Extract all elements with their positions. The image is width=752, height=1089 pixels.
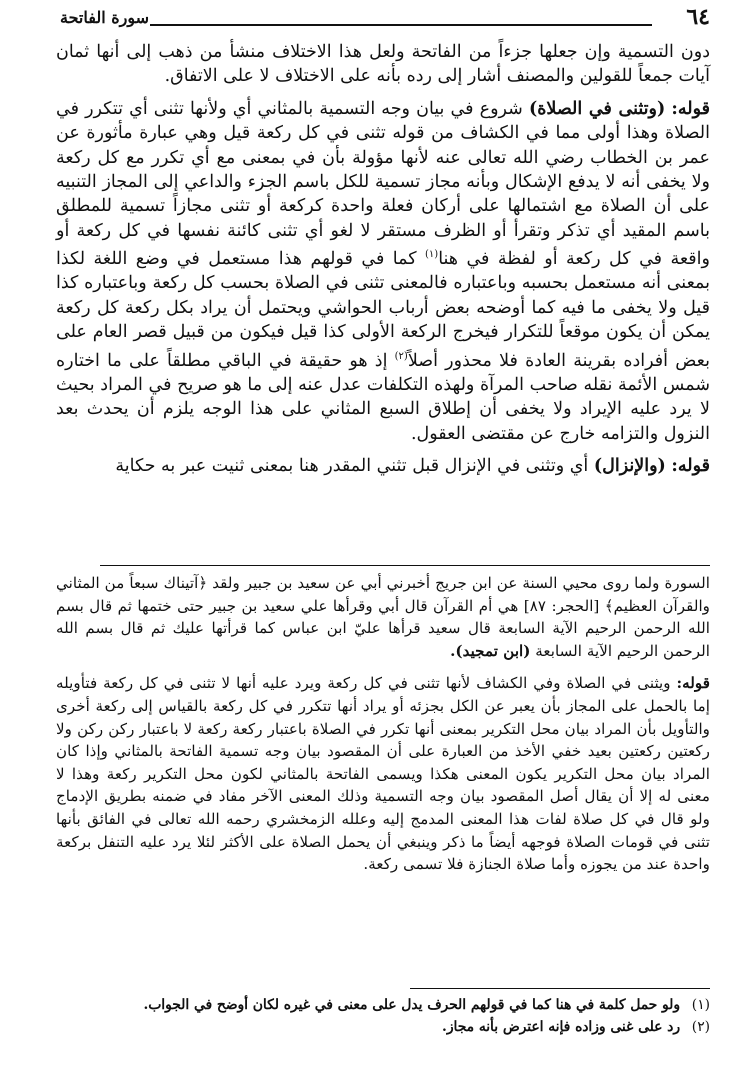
qawluhu-label: قوله: [671,456,710,477]
main-text [56,40,710,479]
header-rule [150,24,652,26]
footnote-number: (١) [691,997,710,1013]
running-title: سورة الفاتحة [60,8,149,27]
commentary-text: السورة ولما روى محيي السنة عن ابن جريج أخبرني أبي عن سعيد بن جبير ولقد ﴿آتيناك سبعاً من المثاني والقرآن العظيم﴾ [الحجر: ٨٧] هي أم القرآن قال أبي وقرأها علي سعيد بن جبير حتى ختمها ثم قال بسم الله الرحمن الرحيم الآية السابعة قال سعيد قرأها عليّ ابن عباس كما قرأتها عليك ثم قال بسم الله الرحمن الرحيم الآية السابعة [56,574,711,660]
commentary-section [56,572,710,876]
page-header [60,4,710,34]
footnote-ref-1: (١) [425,249,439,261]
footnotes [56,994,710,1038]
qawluhu-label: قوله: [671,98,710,119]
separator-rule [100,565,710,566]
footnote-1 [56,994,710,1016]
footnote-text: ولو حمل كلمة في هنا كما في قولهم الحرف يدل على معنى في غيره لكان أوضح في الجواب. [143,997,680,1013]
page-number: ٦٤ [686,4,710,30]
quoted-phrase: (والإنزال) [593,456,666,477]
footnote-number: (٢) [691,1019,710,1035]
quoted-phrase: (وتثنى في الصلاة) [528,98,666,119]
footnote-ref-2: (٢) [394,350,408,362]
main-text-span: أي وتثنى في الإنزال قبل تثني المقدر هنا بمعنى ثنيت عبر به حكاية [115,456,589,477]
main-paragraph-3 [56,454,710,478]
main-paragraph-1: دون التسمية وإن جعلها جزءاً من الفاتحة ولعل هذا الاختلاف منشأ من ذهب إلى أنها ثمان آيات جمعاً للقولين والمصنف أشار إلى رده بأنه على الاختلاف لا على الاتفاق. [56,42,710,87]
footnote-text: رد على غنى وزاده فإنه اعترض بأنه مجاز. [442,1019,680,1035]
footnote-rule [410,988,710,989]
main-text-span: شروع في بيان وجه التسمية بالمثاني أي ولأنها تثنى أي تتكرر في الصلاة وهذا أولى مما في الكشاف من قوله تثنى في كل ركعة قيل وهي عبارة مأثورة عن عمر بن الخطاب رضي الله تعالى عنه لأنها مؤولة بأن في بمعنى مع أي تكرر مع كل ركعة ولا يخفى أنه لا يدفع الإشكال وبأنه مجاز تسمية للكل باسم الجزء والداعي إلى المجاز التنبيه على أن الصلاة مع اشتمالها على أركان فعلة واحدة كركعة أو تثنى مجازاً تسمية للمطلق باسم المقيد أي تذكر وتقرأ أو الظرف مستقر لا لغو أي تثنى كائنة نفسها في كل ركعة أو واقعة في كل ركعة أو لفظة في هنا [56,98,710,270]
commentary-paragraph-1 [56,572,710,662]
commentary-text: ويثنى في الصلاة وفي الكشاف لأنها تثنى في كل ركعة ويرد عليه أنها لا تثنى في كل ركعة فتأويله إما بالحمل على المجاز بأن يعبر عن الكل بجزئه أو يراد أنها تتكرر في كل ركعة بالقياس إلى ركعة أخرى والتأويل بأن المراد بيان محل التكرير بمعنى أنها تكرر في الصلاة باعتبار ركعة ركعة لا باعتبار ركن ركن ولا ركعتين ركعتين بعيد خفي الأخذ من العبارة على أن المقصود بيان وجه تسمية الفاتحة بالمثاني وإذا كان المراد بيان محل التكرير يكون المعنى هكذا ويسمى الفاتحة بالمثاني لكون محل التكرير ركعة وهذا لا معنى له إلا أن يقال أصل المقصود بيان وجه التسمية وذلك المعنى الآخر مفاد في ضمنه بطريق الإدماج ولو قال في كل صلاة لفات هذا المعنى المدمج إليه وعلله الزمخشري رحمه الله تعالى في الفائق بأنها تثنى في قومات الصلاة فوجهه أيضاً ما ذكر وينبغي أن يحمل الصلاة على الأكثر لئلا يرد عليه التنفل بركعة واحدة عند من يجوزه وأما صلاة الجنازة فلا تسمى ركعة. [56,674,710,874]
main-text-span: إذ هو حقيقة في الباقي مطلقاً على ما اختاره شمس الأئمة نقله صاحب المرآة ولهذه التكلفات عدل عنه إلى ما هو صريح في المراد بحيث لا يرد عليه الإيراد ولا يخفى أن إطلاق السبع المثاني على هذا الوجه يلزم أن يحدث بعد النزول والتزامه خارج عن مقتضى العقول. [56,350,710,444]
commentary-paragraph-2 [56,672,710,875]
footnote-2 [56,1016,710,1038]
main-text-span: كما في قولهم هذا مستعمل في وضع اللغة لكذا بمعنى أنه مستعمل بحسبه وباعتباره فالمعنى تثنى في الصلاة بحسب كل ركعة وباعتباره كذا قيل ولا يخفى ما فيه كما أوضحه بعض أرباب الحواشي ويحتمل أن يراد بكل ركعة كل ركعة يمكن أن يكون موقعاً للتكرار فيخرج الركعة الأولى كذا قيل فيكون من قبيل قصر العام على بعض أفراده بقرينة العادة فلا محذور أصلاً [56,249,710,371]
main-paragraph-2 [56,97,710,446]
source-attribution: (ابن تمجيد). [450,641,531,660]
qawluhu-label: قوله: [676,674,711,693]
